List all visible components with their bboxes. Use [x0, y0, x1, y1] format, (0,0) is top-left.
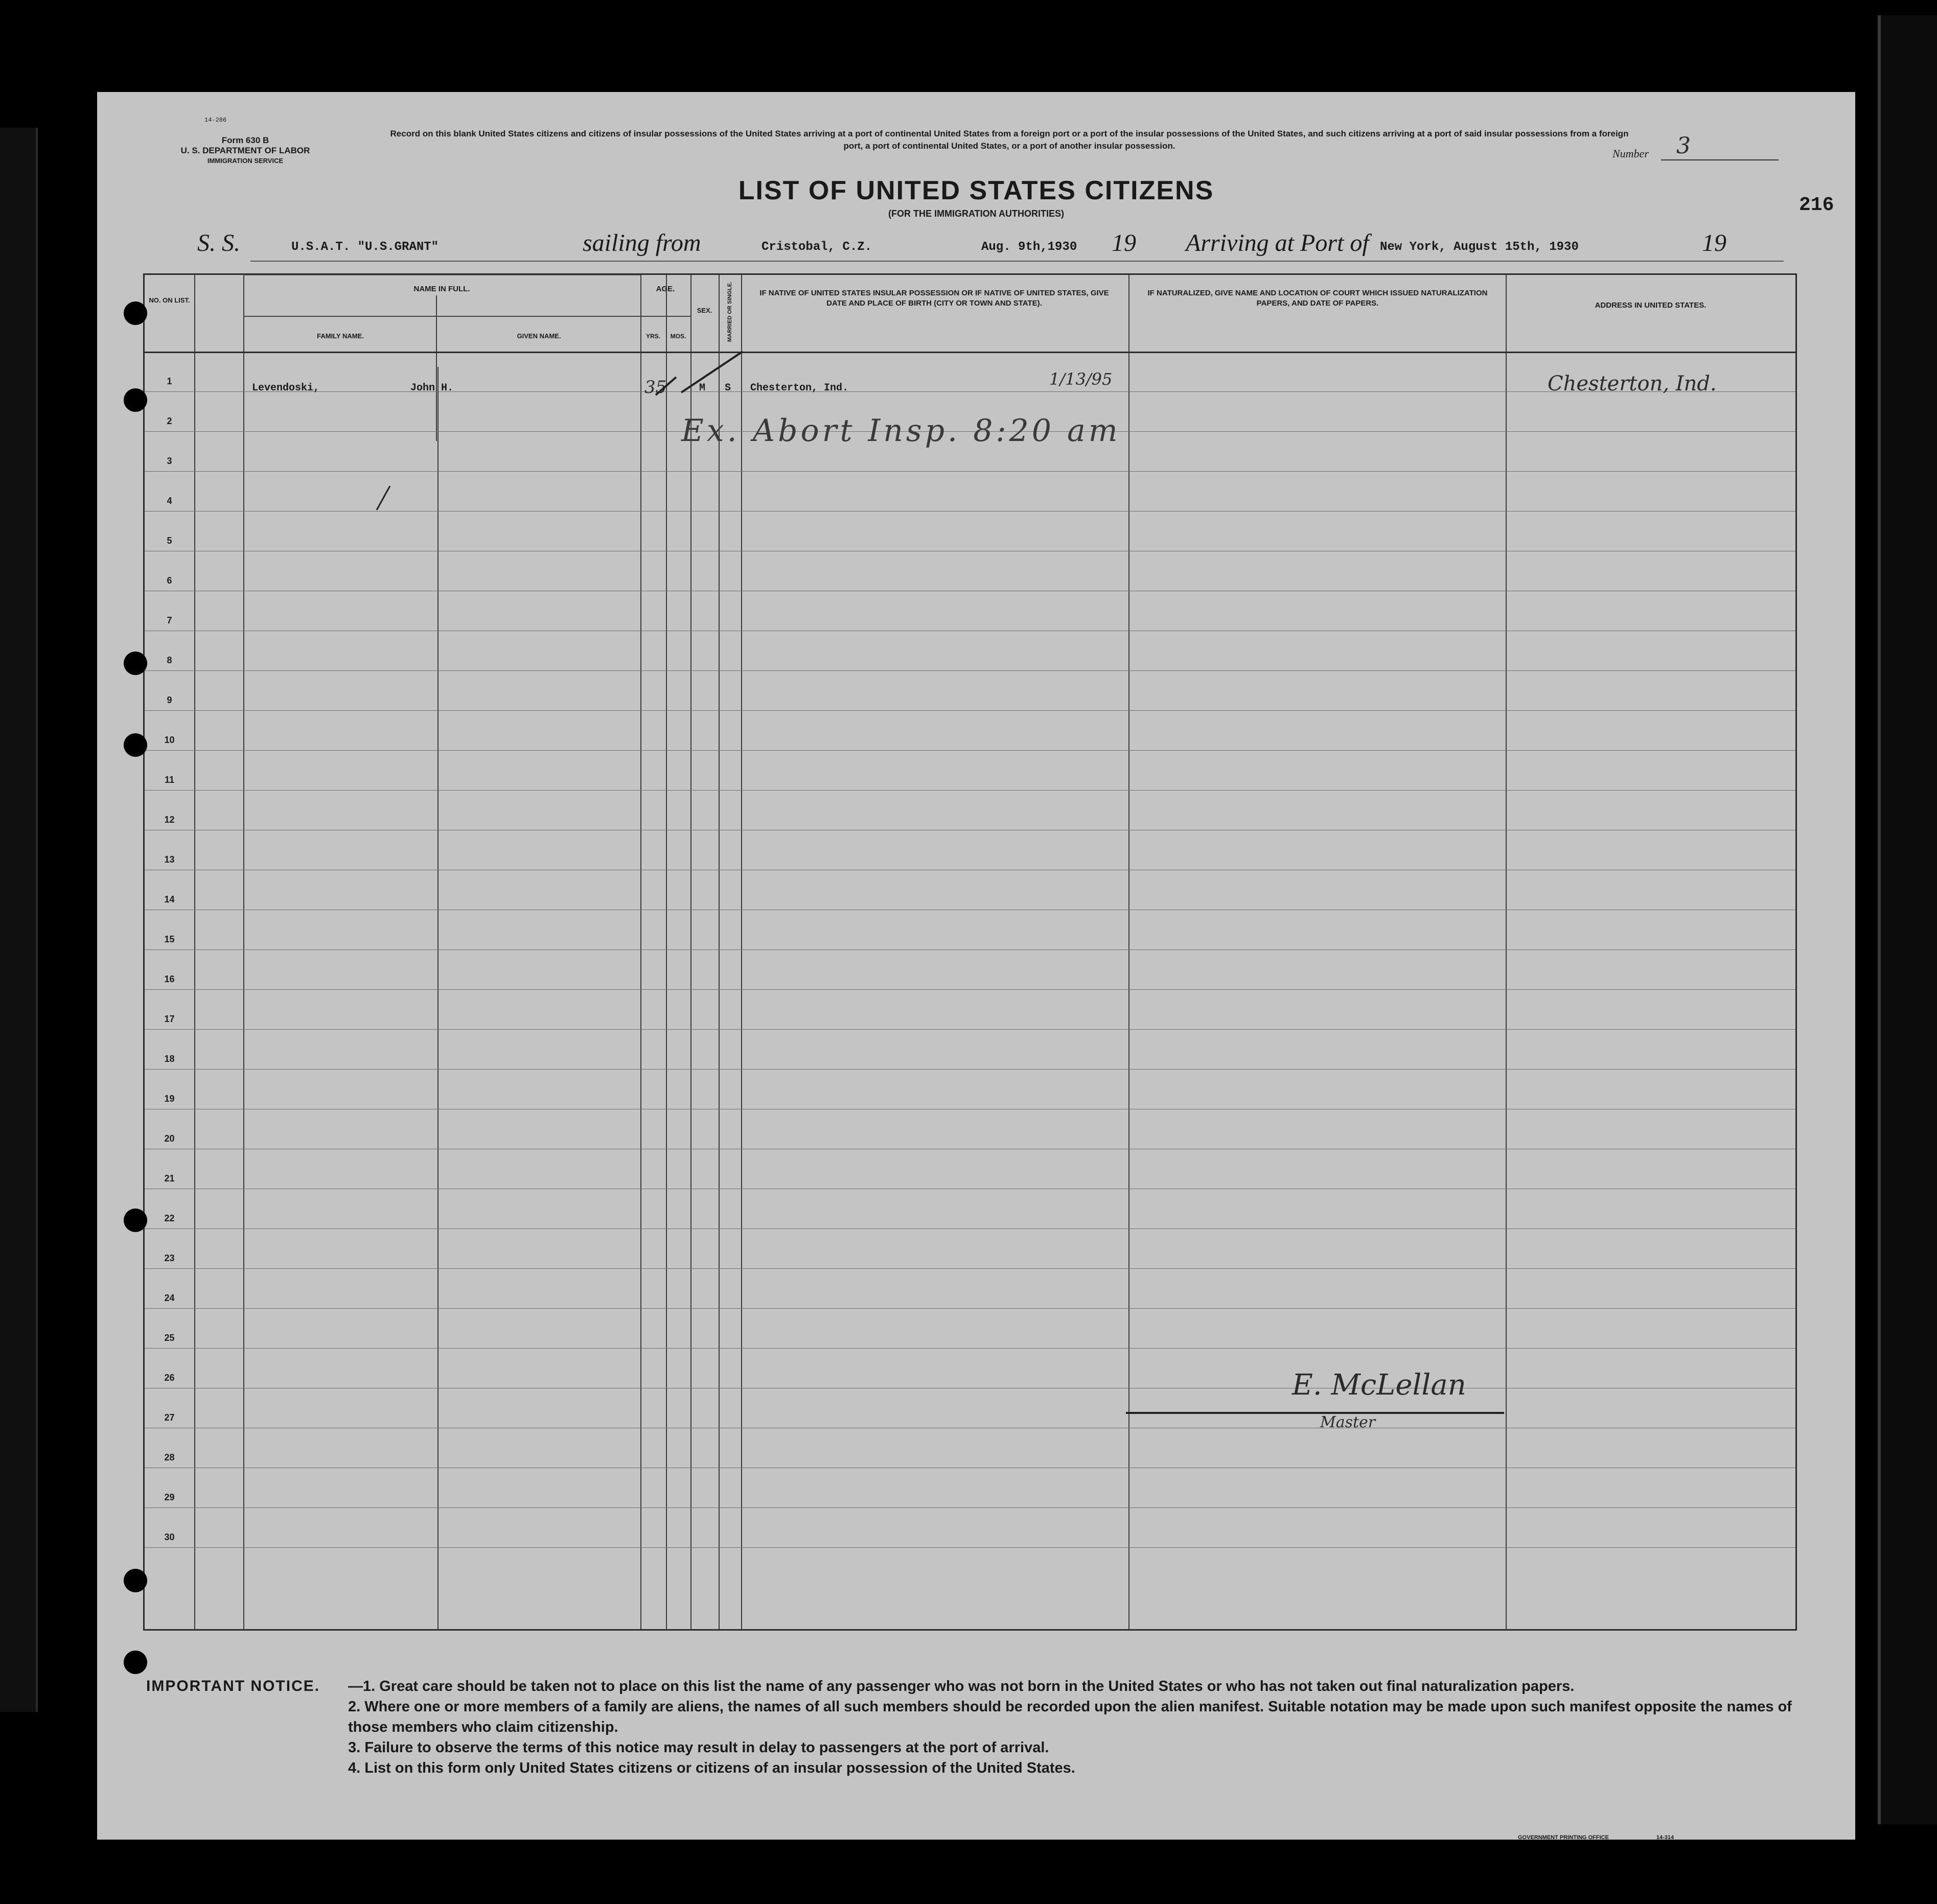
row-number: 9 — [167, 695, 172, 705]
sailing-from-label: sailing from — [583, 229, 701, 257]
row-rule — [145, 1069, 1795, 1070]
manifest-sheet — [97, 92, 1855, 1840]
scan-edge-right — [1878, 15, 1937, 1824]
arrival-port-date: New York, August 15th, 1930 — [1380, 240, 1579, 254]
ss-label: S. S. — [197, 229, 240, 257]
row-number: 24 — [164, 1293, 175, 1303]
row-rule — [145, 989, 1795, 990]
departure-date: Aug. 9th,1930 — [981, 240, 1077, 254]
page-title: LIST OF UNITED STATES CITIZENS — [738, 176, 1214, 205]
binder-hole — [124, 652, 147, 675]
notice-item-2: 2. Where one or more members of a family are aliens, the names of all such members should be recorded upon the alien manifest. Suitable notation may be made upon such manifest opposite the names of those members who claim citizenship. — [348, 1699, 1792, 1735]
sailing-from-port: Cristobal, C.Z. — [762, 240, 872, 254]
row-number: 8 — [167, 655, 172, 665]
notice-item-3: 3. Failure to observe the terms of this notice may result in delay to passengers at the port of arrival. — [348, 1739, 1049, 1756]
row-number: 17 — [164, 1014, 175, 1024]
row-rule — [145, 710, 1795, 711]
check-mark-icon — [645, 346, 753, 403]
entry-birth-place: Chesterton, Ind. — [750, 382, 849, 394]
row-number: 11 — [164, 775, 175, 785]
entry-sex: M — [699, 382, 706, 394]
vessel-name: U.S.A.T. "U.S.GRANT" — [291, 240, 439, 254]
row-number: 14 — [164, 894, 175, 904]
header-name-in-full: NAME IN FULL. — [413, 285, 470, 293]
binder-hole — [124, 388, 147, 412]
row-number: 18 — [164, 1054, 175, 1064]
row-rule — [145, 1507, 1795, 1508]
row-rule — [145, 790, 1795, 791]
year-prefix: 19 — [1112, 229, 1136, 257]
arriving-label: Arriving at Port of — [1186, 229, 1369, 257]
header-sex: SEX. — [697, 307, 712, 314]
notice-item-4: 4. List on this form only United States citizens or citizens of an insular possession of the United States. — [348, 1760, 1075, 1776]
header-address: ADDRESS IN UNITED STATES. — [1595, 301, 1707, 310]
header-no-on-list: NO. ON LIST. — [149, 296, 190, 304]
row-number: 7 — [167, 615, 172, 625]
passenger-table — [143, 273, 1797, 1631]
row-number: 21 — [164, 1173, 175, 1183]
row-number: 5 — [167, 536, 172, 546]
number-label: Number — [1612, 147, 1649, 160]
row-number: 25 — [164, 1333, 175, 1343]
header-given-name: GIVEN NAME. — [517, 332, 561, 340]
row-rule — [145, 1308, 1795, 1309]
row-number: 15 — [164, 934, 175, 944]
service: IMMIGRATION SERVICE — [207, 157, 284, 165]
department: U. S. DEPARTMENT OF LABOR — [180, 146, 310, 155]
header-family-name: FAMILY NAME. — [317, 332, 364, 340]
row-number: 29 — [164, 1492, 175, 1502]
row-number: 30 — [164, 1532, 175, 1542]
row-number: 26 — [164, 1373, 175, 1383]
exam-note: Ex. Abort Insp. 8:20 am — [681, 413, 1121, 449]
row-number: 20 — [164, 1133, 175, 1144]
year-prefix-arrival: 19 — [1702, 229, 1726, 257]
row-number: 3 — [167, 456, 172, 466]
row-rule — [145, 1228, 1795, 1229]
printing-office-name: GOVERNMENT PRINTING OFFICE — [1518, 1835, 1609, 1840]
header-native: IF NATIVE OF UNITED STATES INSULAR POSSESSION OR IF NATIVE OF UNITED STATES, GIVE DATE AND PLACE OF BIRTH (CITY OR TOWN AND STATE). — [759, 289, 1109, 308]
entry-given-name: John H. — [410, 382, 454, 394]
page-subtitle: (FOR THE IMMIGRATION AUTHORITIES) — [888, 208, 1064, 219]
row-rule — [145, 670, 1795, 671]
row-number: 10 — [164, 735, 175, 745]
header-naturalized: IF NATURALIZED, GIVE NAME AND LOCATION OF COURT WHICH ISSUED NATURALIZATION PAPERS, AND DATE OF PAPERS. — [1147, 289, 1488, 308]
row-rule — [145, 750, 1795, 751]
row-number: 27 — [164, 1412, 175, 1423]
printing-office — [1518, 1835, 1674, 1840]
row-rule — [145, 1348, 1795, 1349]
signature-line — [1126, 1412, 1504, 1414]
header-age: AGE. — [656, 285, 675, 293]
row-rule — [145, 949, 1795, 950]
entry-marital: S — [725, 382, 731, 394]
voyage-underline — [250, 261, 1784, 262]
form-instruction: Record on this blank United States citizens and citizens of insular possessions of the United States arriving at a port of continental United States from a foreign port or a port of the insular possessions of the United States, and such citizens arriving at a port of said insular possessions from a foreign port, a port of continental United States, or a port of another insular possession. — [390, 129, 1629, 151]
row-rule — [145, 1029, 1795, 1030]
row-number: 12 — [164, 815, 175, 825]
entry-family-name: Levendoski, — [252, 382, 320, 394]
row-rule — [145, 1547, 1795, 1548]
form-identifier — [158, 135, 332, 166]
row-number: 16 — [164, 974, 175, 984]
binder-hole — [124, 1569, 147, 1592]
master-label: Master — [1320, 1413, 1376, 1431]
number-underline — [1661, 159, 1779, 160]
master-signature: E. McLellan — [1292, 1368, 1466, 1402]
row-number: 4 — [167, 496, 172, 506]
binder-hole — [124, 301, 147, 325]
pen-tick-icon — [375, 482, 395, 513]
header-mos: MOS. — [670, 333, 686, 340]
entry-address: Chesterton, Ind. — [1548, 372, 1717, 396]
row-number: 23 — [164, 1253, 175, 1263]
header-yrs: YRS. — [645, 333, 660, 340]
row-number: 1 — [167, 376, 172, 386]
row-number: 13 — [164, 854, 175, 865]
row-number: 6 — [167, 575, 172, 586]
scan-edge-left — [0, 128, 38, 1712]
entry-age-yrs: 35 — [644, 377, 667, 398]
row-number: 2 — [167, 416, 172, 426]
page-number: 216 — [1799, 194, 1834, 216]
binder-hole — [124, 1651, 147, 1674]
notice-item-1: —1. Great care should be taken not to place on this list the name of any passenger who was not born in the United States or who has not taken out final naturalization papers. — [348, 1678, 1575, 1694]
row-number: 19 — [164, 1094, 175, 1104]
printing-office-code: 14-314 — [1656, 1835, 1674, 1840]
entry-birth-date: 1/13/95 — [1049, 369, 1113, 389]
number-value: 3 — [1676, 133, 1691, 159]
form-code-top: 14-286 — [204, 117, 227, 124]
form-number: Form 630 B — [221, 135, 269, 145]
row-rule — [145, 471, 1795, 472]
row-number: 28 — [164, 1452, 175, 1462]
binder-hole — [124, 1209, 147, 1232]
binder-hole — [124, 733, 147, 757]
row-number: 22 — [164, 1213, 175, 1223]
header-married-single: MARRIED OR SINGLE. — [727, 282, 733, 342]
row-rule — [145, 1268, 1795, 1269]
notice-title: IMPORTANT NOTICE. — [146, 1678, 320, 1694]
